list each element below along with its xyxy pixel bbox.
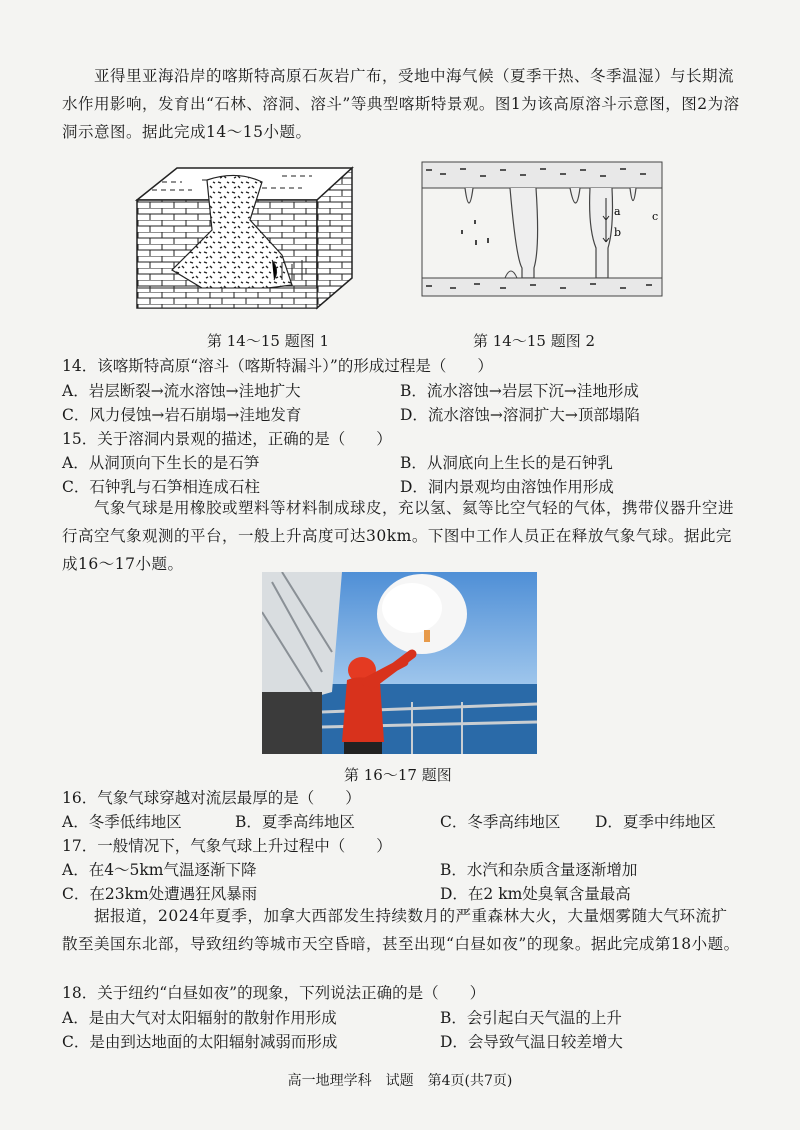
q16-stem: 16．气象气球穿越对流层最厚的是（ ）: [62, 789, 361, 807]
q18-option-a: A．是由大气对太阳辐射的散射作用形成: [62, 1009, 337, 1027]
q17-option-d: D．在2 km处臭氧含量最高: [440, 885, 631, 903]
q16-option-c: C．冬季高纬地区: [440, 813, 561, 831]
q17-option-b: B．水汽和杂质含量逐渐增加: [440, 861, 638, 879]
q18-option-b: B．会引起白天气温的上升: [440, 1009, 622, 1027]
intro-wildfire: 据报道，2024年夏季，加拿大西部发生持续数月的严重森林大火，大量烟雾随大气环流扩散至美国东北部，导致纽约等城市天空昏暗，甚至出现“白昼如夜”的现象。据此完成第18小题。: [62, 907, 740, 953]
q16-option-b: B．夏季高纬地区: [235, 813, 355, 831]
q17-option-c: C．在23km处遭遇狂风暴雨: [62, 885, 258, 903]
page-footer: 高一地理学科 试题 第4页(共7页): [287, 1073, 513, 1089]
fig2-caption: 第 14～15 题图 2: [473, 332, 596, 350]
q14-option-b: B．流水溶蚀→岩层下沉→洼地形成: [400, 382, 639, 400]
intro-karst: 亚得里亚海沿岸的喀斯特高原石灰岩广布，受地中海气候（夏季干热、冬季温湿）与长期流水作用影响，发育出“石林、溶洞、溶斗”等典型喀斯特景观。图1为该高原溶斗示意图，图2为溶洞示意图。据此完成14～15小题。: [62, 67, 740, 141]
photo-weather-balloon: [262, 572, 537, 754]
label-a: a: [614, 205, 621, 218]
photo-caption: 第 16～17 题图: [344, 766, 452, 784]
q18-option-d: D．会导致气温日较差增大: [440, 1033, 623, 1051]
q18-option-c: C．是由到达地面的太阳辐射减弱而形成: [62, 1033, 338, 1051]
q14-option-a: A．岩层断裂→流水溶蚀→洼地扩大: [62, 382, 301, 400]
label-c: c: [652, 210, 659, 223]
q15-option-c: C．石钟乳与石笋相连成石柱: [62, 478, 260, 496]
q18-stem: 18．关于纽约“白昼如夜”的现象，下列说法正确的是（ ）: [62, 984, 486, 1002]
figure-doline-diagram: [132, 160, 362, 315]
q14-option-c: C．风力侵蚀→岩石崩塌→洼地发育: [62, 406, 302, 424]
q15-option-d: D．洞内景观均由溶蚀作用形成: [400, 478, 614, 496]
q14-stem: 14．该喀斯特高原“溶斗（喀斯特漏斗）”的形成过程是（ ）: [62, 357, 493, 375]
q15-stem: 15．关于溶洞内景观的描述，正确的是（ ）: [62, 430, 392, 448]
q14-option-d: D．流水溶蚀→溶洞扩大→顶部塌陷: [400, 406, 640, 424]
q16-option-d: D．夏季中纬地区: [595, 813, 716, 831]
q16-option-a: A．冬季低纬地区: [62, 813, 182, 831]
figure-cave-diagram: [420, 160, 665, 300]
q15-option-a: A．从洞顶向下生长的是石笋: [62, 454, 260, 472]
fig1-caption: 第 14～15 题图 1: [207, 332, 330, 350]
q17-stem: 17．一般情况下，气象气球上升过程中（ ）: [62, 837, 392, 855]
q15-option-b: B．从洞底向上生长的是石钟乳: [400, 454, 613, 472]
label-b: b: [614, 226, 622, 239]
q17-option-a: A．在4～5km气温逐渐下降: [62, 861, 257, 879]
intro-weather-balloon: 气象气球是用橡胶或塑料等材料制成球皮，充以氢、氦等比空气轻的气体，携带仪器升空进行高空气象观测的平台，一般上升高度可达30km。下图中工作人员正在释放气象气球。据此完成16～17小题。: [62, 499, 735, 573]
